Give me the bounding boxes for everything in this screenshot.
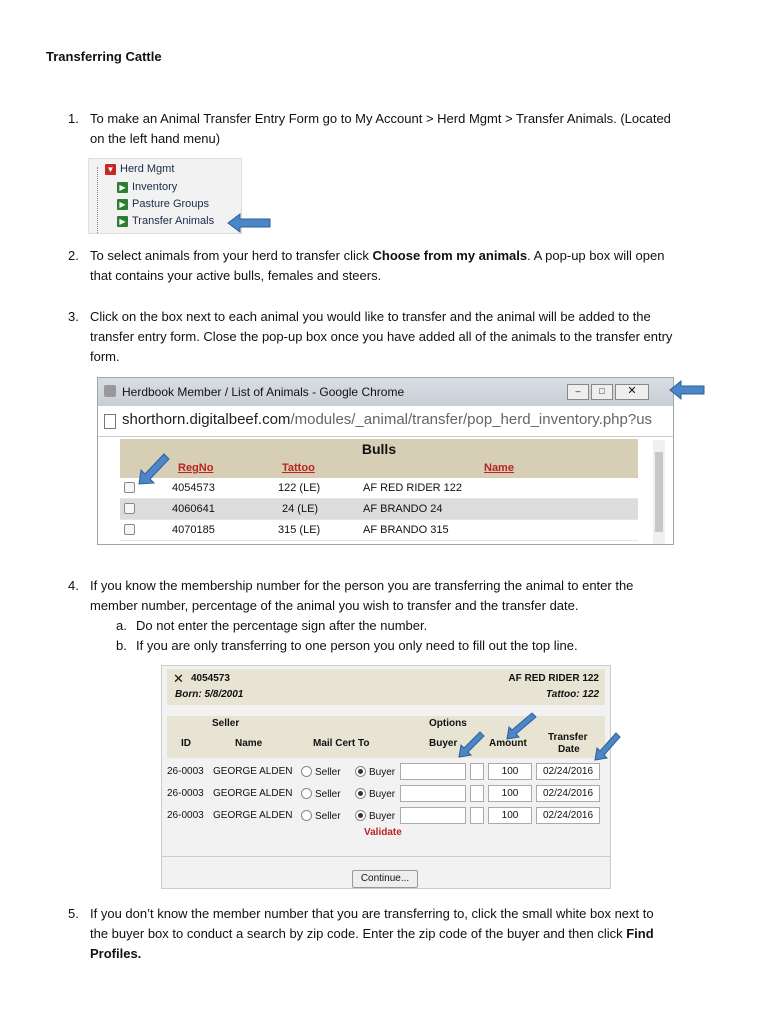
buyer-input[interactable] bbox=[400, 763, 466, 780]
column-tattoo[interactable]: Tattoo bbox=[282, 462, 315, 474]
page-icon bbox=[104, 414, 116, 429]
seller-radio[interactable] bbox=[301, 766, 312, 777]
amount-input[interactable]: 100 bbox=[488, 763, 532, 780]
step-text: If you don’t know the member number that you are transferring to, click the small white box next to bbox=[90, 906, 654, 921]
url-text: shorthorn.digitalbeef.com/modules/_animal/transfer/pop_herd_inventory.php?us bbox=[122, 411, 653, 428]
table-row: 4060641 24 (LE) AF BRANDO 24 bbox=[120, 499, 638, 520]
down-left-arrow-icon bbox=[504, 710, 540, 742]
buyer-radio[interactable] bbox=[355, 766, 366, 777]
herd-menu-screenshot bbox=[88, 158, 242, 234]
amount-input[interactable]: 100 bbox=[488, 785, 532, 802]
step-number: 1. bbox=[68, 111, 79, 126]
date-input[interactable]: 02/24/2016 bbox=[536, 763, 600, 780]
buyer-input[interactable] bbox=[400, 807, 466, 824]
substep-b: b. If you are only transferring to one person you only need to fill out the top line. bbox=[116, 638, 578, 653]
scrollbar-thumb[interactable] bbox=[655, 452, 663, 532]
buyer-search-box[interactable] bbox=[470, 785, 484, 802]
maximize-icon[interactable]: □ bbox=[591, 384, 613, 400]
row-checkbox[interactable] bbox=[124, 482, 135, 493]
window-title: Herdbook Member / List of Animals - Google Chrome bbox=[122, 385, 405, 399]
column-regno[interactable]: RegNo bbox=[178, 462, 214, 474]
seller-radio[interactable] bbox=[301, 810, 312, 821]
down-left-arrow-icon bbox=[136, 450, 172, 488]
buyer-search-box[interactable] bbox=[470, 763, 484, 780]
left-arrow-icon bbox=[226, 212, 272, 234]
column-name[interactable]: Name bbox=[484, 462, 514, 474]
transfer-row: 26-0003 GEORGE ALDEN Seller Buyer 100 02/24/2016 bbox=[167, 806, 605, 828]
buyer-search-box[interactable] bbox=[470, 807, 484, 824]
down-left-arrow-icon bbox=[456, 728, 488, 760]
menu-item-pasture-groups[interactable]: ▶ Pasture Groups bbox=[117, 196, 209, 212]
step-text: transfer entry form. Close the pop-up box once you have added all of the animals to the transfer entry bbox=[90, 329, 673, 344]
expand-icon: ▶ bbox=[117, 199, 128, 210]
animal-header: ✕ 4054573 AF RED RIDER 122 Born: 5/8/2001 Tattoo: 122 bbox=[167, 669, 605, 705]
buyer-input[interactable] bbox=[400, 785, 466, 802]
transfer-row: 26-0003 GEORGE ALDEN Seller Buyer 100 02/24/2016 bbox=[167, 784, 605, 806]
step-number: 3. bbox=[68, 309, 79, 324]
step-text: that contains your active bulls, females and steers. bbox=[90, 268, 382, 283]
step-5 bbox=[68, 904, 750, 964]
step-3 bbox=[68, 307, 750, 367]
left-arrow-icon bbox=[668, 379, 706, 401]
seller-radio[interactable] bbox=[301, 788, 312, 799]
step-text bbox=[90, 944, 750, 964]
close-icon[interactable]: ✕ bbox=[615, 384, 649, 400]
remove-icon[interactable]: ✕ bbox=[173, 671, 184, 686]
step-text: form. bbox=[90, 349, 120, 364]
buyer-radio[interactable] bbox=[355, 788, 366, 799]
substep-a: a. Do not enter the percentage sign after the number. bbox=[116, 618, 428, 633]
step-number: 4. bbox=[68, 578, 79, 593]
transfer-row: 26-0003 GEORGE ALDEN Seller Buyer 100 02/24/2016 bbox=[167, 762, 605, 784]
scrollbar[interactable] bbox=[653, 440, 665, 544]
menu-item-transfer-animals[interactable]: ▶ Transfer Animals bbox=[117, 213, 214, 229]
section-header: Bulls bbox=[120, 439, 638, 459]
row-checkbox[interactable] bbox=[124, 524, 135, 535]
form-header: Seller Options ID Name Mail Cert To Buyer Amount Transfer Date bbox=[167, 716, 605, 758]
date-input[interactable]: 02/24/2016 bbox=[536, 807, 600, 824]
step-number: 5. bbox=[68, 906, 79, 921]
emphasis: Find bbox=[626, 926, 654, 941]
transfer-form-screenshot bbox=[161, 665, 611, 889]
minimize-icon[interactable]: – bbox=[567, 384, 589, 400]
chrome-logo-icon bbox=[104, 385, 116, 397]
popup-window-screenshot bbox=[97, 377, 674, 545]
emphasis: Choose from my animals bbox=[372, 248, 528, 263]
step-1 bbox=[68, 109, 750, 149]
buyer-radio[interactable] bbox=[355, 810, 366, 821]
table-row: 4054573 122 (LE) AF RED RIDER 122 bbox=[120, 478, 638, 499]
animal-list bbox=[120, 439, 638, 541]
menu-item-herd-mgmt[interactable]: ▼ Herd Mgmt bbox=[106, 163, 175, 175]
tree-line bbox=[97, 167, 98, 233]
step-number: 2. bbox=[68, 248, 79, 263]
table-row: 4070185 315 (LE) AF BRANDO 315 bbox=[120, 520, 638, 541]
row-checkbox[interactable] bbox=[124, 503, 135, 514]
emphasis: Profiles. bbox=[90, 946, 142, 961]
page-title: Transferring Cattle bbox=[46, 49, 162, 64]
step-text: To select animals from your herd to transfer click Choose from my animals. A pop-up box will open bbox=[90, 248, 665, 263]
expand-icon: ▶ bbox=[117, 182, 128, 193]
step-text: If you know the membership number for the person you are transferring the animal to enter the bbox=[90, 578, 634, 593]
url-bar[interactable] bbox=[98, 406, 673, 437]
column-headers bbox=[120, 459, 638, 478]
step-4 bbox=[68, 576, 750, 616]
divider bbox=[162, 856, 610, 857]
continue-button[interactable]: Continue... bbox=[352, 870, 418, 888]
menu-item-inventory[interactable]: ▶ Inventory bbox=[117, 179, 177, 195]
step-text: member number, percentage of the animal you wish to transfer and the transfer date. bbox=[90, 598, 579, 613]
collapse-icon: ▼ bbox=[106, 164, 115, 174]
step-2 bbox=[68, 246, 750, 286]
down-left-arrow-icon bbox=[592, 729, 624, 763]
step-text: the buyer box to conduct a search by zip code. Enter the zip code of the buyer and then click Find bbox=[90, 926, 654, 941]
window-titlebar bbox=[98, 378, 673, 406]
step-text: on the left hand menu) bbox=[90, 131, 221, 146]
validate-link[interactable]: Validate bbox=[364, 827, 402, 838]
amount-input[interactable]: 100 bbox=[488, 807, 532, 824]
step-text: Click on the box next to each animal you would like to transfer and the animal will be added to the bbox=[90, 309, 651, 324]
date-input[interactable]: 02/24/2016 bbox=[536, 785, 600, 802]
step-text: To make an Animal Transfer Entry Form go to My Account > Herd Mgmt > Transfer Animals. (Located bbox=[90, 111, 671, 126]
expand-icon: ▶ bbox=[117, 216, 128, 227]
